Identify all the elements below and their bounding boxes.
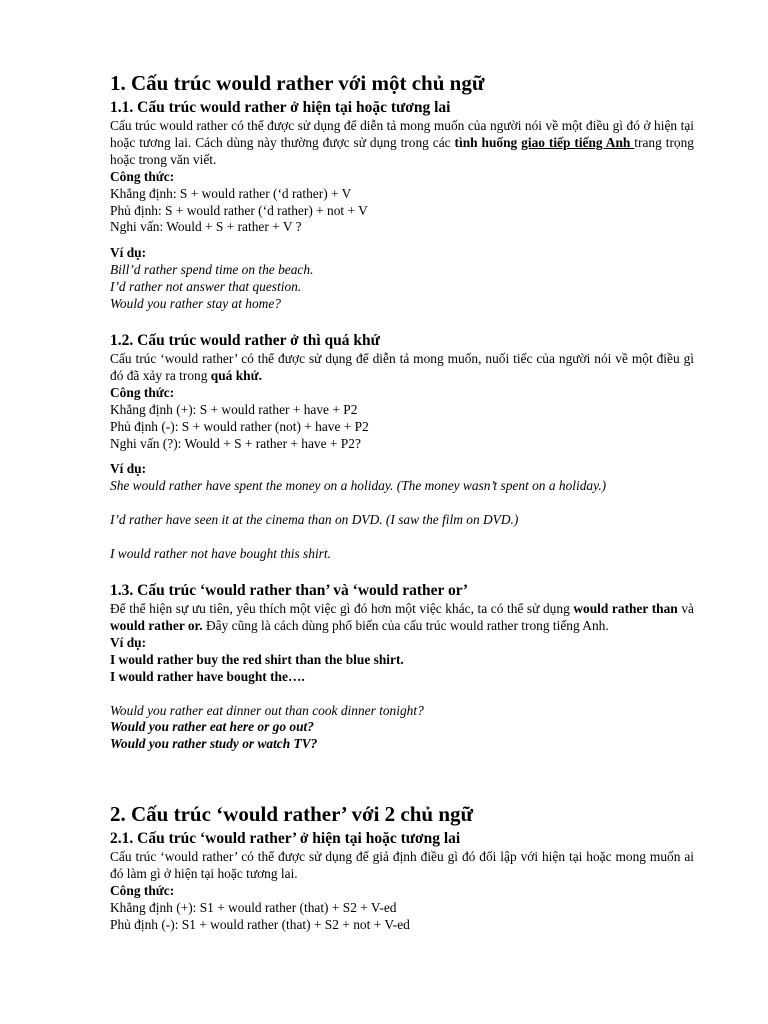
example-label: Ví dụ: xyxy=(110,245,147,261)
formula-line: Khẳng định (+): S + would rather + have + P2 xyxy=(110,401,358,417)
section-1-1-description: Cấu trúc would rather có thể được sử dụng để diễn tả mong muốn của người nói về một điều gì đó ở hiện tại hoặc tương lai. Cách dùng này thường được sử dụng trong các tình huống giao tiếp tiếng Anh trang trọng hoặc trong văn viết. xyxy=(110,118,694,167)
formula-line: Nghi vấn: Would + S + rather + V ? xyxy=(110,219,302,235)
example-line: Would you rather stay at home? xyxy=(110,296,281,312)
formula-label: Công thức: xyxy=(110,384,175,400)
formula-line: Phủ định (-): S + would rather (not) + have + P2 xyxy=(110,418,369,434)
section-2-title: 2. Cấu trúc ‘would rather’ với 2 chủ ngữ xyxy=(110,802,474,827)
example-line: I would rather not have bought this shirt. xyxy=(110,546,331,562)
example-line: I would rather buy the red shirt than the blue shirt. xyxy=(110,651,404,667)
section-1-title: 1. Cấu trúc would rather với một chủ ngữ xyxy=(110,71,485,95)
section-1-3-description: Để thể hiện sự ưu tiên, yêu thích một việc gì đó hơn một việc khác, ta có thể sử dụng would rather than và would rather or. Đây cũng là cách dùng phổ biến của cấu trúc would rather trong tiếng Anh. xyxy=(110,601,694,633)
formula-label: Công thức: xyxy=(110,168,175,184)
example-label: Ví dụ: xyxy=(110,461,147,477)
formula-line: Nghi vấn (?): Would + S + rather + have + P2? xyxy=(110,435,361,451)
formula-line: Phủ định (-): S1 + would rather (that) + S2 + not + V-ed xyxy=(110,916,410,932)
example-line: Would you rather study or watch TV? xyxy=(110,736,318,752)
document-content xyxy=(110,68,694,934)
section-1-3-title: 1.3. Cấu trúc ‘would rather than’ và ‘would rather or’ xyxy=(110,582,469,600)
section-1-1-title: 1.1. Cấu trúc would rather ở hiện tại hoặc tương lai xyxy=(110,99,451,116)
formula-label: Công thức: xyxy=(110,883,175,899)
example-line: I’d rather have seen it at the cinema than on DVD. (I saw the film on DVD.) xyxy=(110,512,519,528)
example-label: Ví dụ: xyxy=(110,634,147,650)
section-1-2-description: Cấu trúc ‘would rather’ có thể được sử dụng để diễn tả mong muốn, nuối tiếc của người nói về một điều gì đó đã xảy ra trong quá khứ. xyxy=(110,350,694,383)
example-line: Would you rather eat dinner out than cook dinner tonight? xyxy=(110,702,424,718)
formula-line: Khẳng định (+): S1 + would rather (that) + S2 + V-ed xyxy=(110,900,397,915)
example-line: I would rather have bought the…. xyxy=(110,668,305,684)
formula-line: Phủ định: S + would rather (‘d rather) + not + V xyxy=(110,202,368,218)
section-2-1-title: 2.1. Cấu trúc ‘would rather’ ở hiện tại hoặc tương lai xyxy=(110,830,461,848)
example-line: Would you rather eat here or go out? xyxy=(110,719,314,735)
example-line: She would rather have spent the money on a holiday. (The money wasn’t spent on a holiday.) xyxy=(110,478,607,494)
example-line: Bill’d rather spend time on the beach. xyxy=(110,262,314,278)
section-1-2-title: 1.2. Cấu trúc would rather ở thì quá khứ xyxy=(110,331,380,349)
link-giao-tiep-tieng-anh[interactable]: giao tiếp tiếng Anh xyxy=(521,134,631,150)
section-2-1-description: Cấu trúc ‘would rather’ có thể được sử dụng để giả định điều gì đó đối lập với hiện tại hoặc mong muốn ai đó làm gì ở hiện tại hoặc tương lai. xyxy=(110,849,694,882)
formula-line: Khẳng định: S + would rather (‘d rather) + V xyxy=(110,185,352,201)
example-line: I’d rather not answer that question. xyxy=(110,279,302,295)
